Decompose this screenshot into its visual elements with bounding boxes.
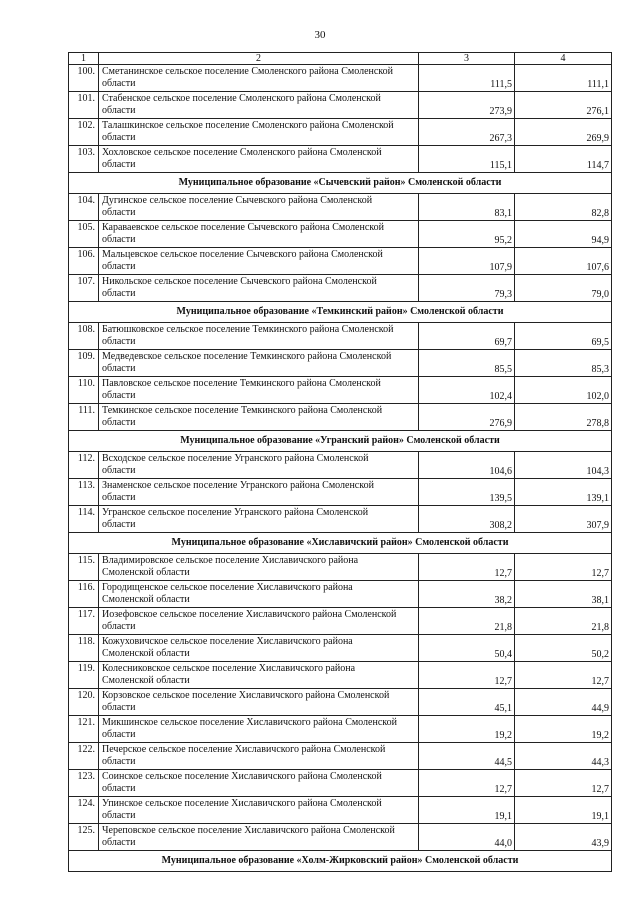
value-col3: 83,1	[419, 194, 515, 221]
section-title: Муниципальное образование «Холм-Жирковский район» Смоленской области	[69, 851, 612, 872]
settlement-name: Череповское сельское поселение Хиславичского района Смоленской области	[99, 824, 419, 851]
settlement-name: Стабенское сельское поселение Смоленского района Смоленской области	[99, 92, 419, 119]
table-row	[69, 119, 612, 146]
settlement-name: Корзовское сельское поселение Хиславичского района Смоленской области	[99, 689, 419, 716]
row-number: 102.	[69, 119, 99, 146]
table-row	[69, 554, 612, 581]
settlement-name: Микшинское сельское поселение Хиславичского района Смоленской области	[99, 716, 419, 743]
row-number: 117.	[69, 608, 99, 635]
section-header-row	[69, 173, 612, 194]
table-row	[69, 275, 612, 302]
value-col3: 273,9	[419, 92, 515, 119]
value-col4: 12,7	[515, 554, 612, 581]
value-col3: 107,9	[419, 248, 515, 275]
value-col3: 69,7	[419, 323, 515, 350]
value-col3: 44,5	[419, 743, 515, 770]
row-number: 101.	[69, 92, 99, 119]
table-row	[69, 221, 612, 248]
column-header: 4	[515, 53, 612, 65]
value-col4: 12,7	[515, 662, 612, 689]
row-number: 120.	[69, 689, 99, 716]
value-col3: 12,7	[419, 770, 515, 797]
table-row	[69, 797, 612, 824]
settlement-name: Всходское сельское поселение Угранского района Смоленской области	[99, 452, 419, 479]
row-number: 107.	[69, 275, 99, 302]
section-header-row	[69, 431, 612, 452]
section-title: Муниципальное образование «Сычевский район» Смоленской области	[69, 173, 612, 194]
settlement-name: Павловское сельское поселение Темкинского района Смоленской области	[99, 377, 419, 404]
column-header: 3	[419, 53, 515, 65]
table-row	[69, 608, 612, 635]
row-number: 105.	[69, 221, 99, 248]
value-col4: 307,9	[515, 506, 612, 533]
row-number: 125.	[69, 824, 99, 851]
row-number: 108.	[69, 323, 99, 350]
value-col3: 115,1	[419, 146, 515, 173]
value-col3: 276,9	[419, 404, 515, 431]
table-row	[69, 743, 612, 770]
row-number: 114.	[69, 506, 99, 533]
value-col3: 79,3	[419, 275, 515, 302]
table-row	[69, 716, 612, 743]
row-number: 116.	[69, 581, 99, 608]
value-col4: 43,9	[515, 824, 612, 851]
column-header: 2	[99, 53, 419, 65]
settlement-name: Владимировское сельское поселение Хиславичского района Смоленской области	[99, 554, 419, 581]
row-number: 121.	[69, 716, 99, 743]
row-number: 113.	[69, 479, 99, 506]
value-col3: 21,8	[419, 608, 515, 635]
row-number: 100.	[69, 65, 99, 92]
page-number: 30	[314, 29, 326, 41]
settlement-name: Караваевское сельское поселение Сычевского района Смоленской области	[99, 221, 419, 248]
value-col4: 269,9	[515, 119, 612, 146]
table-row	[69, 506, 612, 533]
value-col4: 50,2	[515, 635, 612, 662]
value-col3: 104,6	[419, 452, 515, 479]
value-col4: 139,1	[515, 479, 612, 506]
settlement-name: Городищенское сельское поселение Хиславичского района Смоленской области	[99, 581, 419, 608]
settlement-name: Дугинское сельское поселение Сычевского района Смоленской области	[99, 194, 419, 221]
settlement-name: Кожуховичское сельское поселение Хиславичского района Смоленской области	[99, 635, 419, 662]
settlement-name: Упинское сельское поселение Хиславичского района Смоленской области	[99, 797, 419, 824]
row-number: 119.	[69, 662, 99, 689]
table-row	[69, 479, 612, 506]
row-number: 122.	[69, 743, 99, 770]
section-header-row	[69, 533, 612, 554]
value-col4: 19,1	[515, 797, 612, 824]
value-col4: 94,9	[515, 221, 612, 248]
section-title: Муниципальное образование «Темкинский район» Смоленской области	[69, 302, 612, 323]
value-col3: 12,7	[419, 662, 515, 689]
settlement-name: Батюшковское сельское поселение Темкинского района Смоленской области	[99, 323, 419, 350]
value-col3: 102,4	[419, 377, 515, 404]
section-title: Муниципальное образование «Хиславичский район» Смоленской области	[69, 533, 612, 554]
value-col4: 85,3	[515, 350, 612, 377]
table-row	[69, 635, 612, 662]
value-col4: 114,7	[515, 146, 612, 173]
value-col3: 19,2	[419, 716, 515, 743]
value-col3: 38,2	[419, 581, 515, 608]
row-number: 106.	[69, 248, 99, 275]
table-row	[69, 350, 612, 377]
value-col4: 107,6	[515, 248, 612, 275]
value-col4: 21,8	[515, 608, 612, 635]
column-header: 1	[69, 53, 99, 65]
value-col4: 111,1	[515, 65, 612, 92]
table-row	[69, 662, 612, 689]
settlement-name: Талашкинское сельское поселение Смоленского района Смоленской области	[99, 119, 419, 146]
row-number: 109.	[69, 350, 99, 377]
value-col3: 95,2	[419, 221, 515, 248]
settlement-name: Хохловское сельское поселение Смоленского района Смоленской области	[99, 146, 419, 173]
value-col4: 44,3	[515, 743, 612, 770]
row-number: 110.	[69, 377, 99, 404]
settlement-name: Колесниковское сельское поселение Хиславичского района Смоленской области	[99, 662, 419, 689]
value-col4: 104,3	[515, 452, 612, 479]
row-number: 124.	[69, 797, 99, 824]
table-row	[69, 248, 612, 275]
value-col3: 44,0	[419, 824, 515, 851]
value-col4: 44,9	[515, 689, 612, 716]
allocation-table	[68, 52, 612, 872]
value-col3: 111,5	[419, 65, 515, 92]
value-col4: 69,5	[515, 323, 612, 350]
settlement-name: Темкинское сельское поселение Темкинского района Смоленской области	[99, 404, 419, 431]
value-col3: 19,1	[419, 797, 515, 824]
table-row	[69, 65, 612, 92]
table-row	[69, 146, 612, 173]
table-row	[69, 404, 612, 431]
value-col4: 38,1	[515, 581, 612, 608]
value-col4: 102,0	[515, 377, 612, 404]
settlement-name: Никольское сельское поселение Сычевского района Смоленской области	[99, 275, 419, 302]
settlement-name: Соинское сельское поселение Хиславичского района Смоленской области	[99, 770, 419, 797]
value-col3: 85,5	[419, 350, 515, 377]
section-header-row	[69, 302, 612, 323]
table-header-row	[69, 53, 612, 65]
value-col3: 308,2	[419, 506, 515, 533]
value-col4: 12,7	[515, 770, 612, 797]
value-col3: 45,1	[419, 689, 515, 716]
settlement-name: Угранское сельское поселение Угранского района Смоленской области	[99, 506, 419, 533]
table-row	[69, 581, 612, 608]
table-row	[69, 323, 612, 350]
value-col4: 278,8	[515, 404, 612, 431]
row-number: 103.	[69, 146, 99, 173]
section-header-row	[69, 851, 612, 872]
table-row	[69, 824, 612, 851]
table-row	[69, 770, 612, 797]
value-col3: 12,7	[419, 554, 515, 581]
row-number: 104.	[69, 194, 99, 221]
settlement-name: Сметанинское сельское поселение Смоленского района Смоленской области	[99, 65, 419, 92]
table-row	[69, 92, 612, 119]
value-col3: 267,3	[419, 119, 515, 146]
value-col3: 139,5	[419, 479, 515, 506]
table-row	[69, 377, 612, 404]
settlement-name: Знаменское сельское поселение Угранского района Смоленской области	[99, 479, 419, 506]
value-col4: 276,1	[515, 92, 612, 119]
row-number: 118.	[69, 635, 99, 662]
settlement-name: Печерское сельское поселение Хиславичского района Смоленской области	[99, 743, 419, 770]
section-title: Муниципальное образование «Угранский район» Смоленской области	[69, 431, 612, 452]
row-number: 123.	[69, 770, 99, 797]
value-col4: 82,8	[515, 194, 612, 221]
row-number: 115.	[69, 554, 99, 581]
settlement-name: Медведевское сельское поселение Темкинского района Смоленской области	[99, 350, 419, 377]
table-row	[69, 452, 612, 479]
value-col3: 50,4	[419, 635, 515, 662]
settlement-name: Мальцевское сельское поселение Сычевского района Смоленской области	[99, 248, 419, 275]
row-number: 111.	[69, 404, 99, 431]
value-col4: 19,2	[515, 716, 612, 743]
table-row	[69, 194, 612, 221]
value-col4: 79,0	[515, 275, 612, 302]
settlement-name: Иозефовское сельское поселение Хиславичского района Смоленской области	[99, 608, 419, 635]
table-row	[69, 689, 612, 716]
row-number: 112.	[69, 452, 99, 479]
